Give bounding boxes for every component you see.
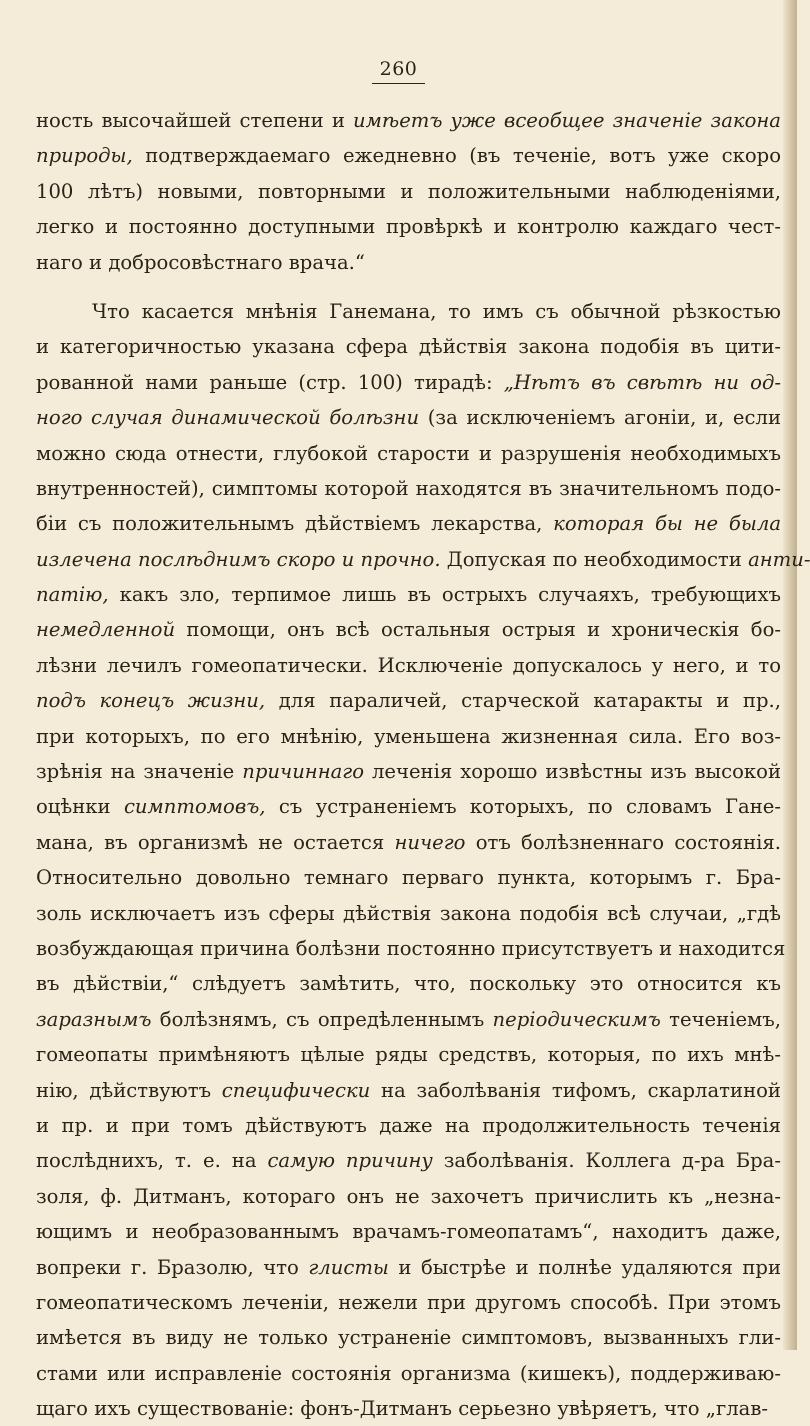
- text-line: [36, 400, 781, 435]
- text-run: заразнымъ: [36, 1007, 152, 1031]
- text-run: и быстрѣе и полнѣе удаляются при: [388, 1255, 781, 1279]
- text-run: вопреки г. Бразолю, что: [36, 1255, 309, 1279]
- text-line: [36, 436, 781, 471]
- text-run: немедленной: [36, 618, 176, 642]
- text-run: самую причину: [267, 1149, 433, 1173]
- text-line: [36, 1108, 781, 1143]
- text-run: „Нѣтъ въ свѣтѣ ни од-: [503, 370, 782, 394]
- text-run: щаго ихъ существованie: фонъ-Дитманъ серьезно увѣряетъ, что „глав-: [36, 1397, 768, 1421]
- text-run: природы,: [36, 144, 133, 168]
- text-run: на заболѣванiя тифомъ, скарлатиной: [370, 1078, 781, 1102]
- text-line: [36, 209, 781, 244]
- text-line: [36, 174, 781, 209]
- text-line: [36, 1214, 781, 1249]
- text-line: [36, 542, 810, 577]
- text-run: при которыхъ, по его мнѣнiю, уменьшена жизненная сила. Его воз-: [36, 724, 781, 748]
- text-run: и категоричностью указана сфера дѣйствiя закона подобiя въ цити-: [36, 335, 781, 359]
- text-run: (за исключенiемъ агонiи, и, если: [419, 406, 782, 430]
- text-run: патiю,: [36, 583, 109, 607]
- text-run: которая бы не была: [553, 512, 781, 536]
- text-run: ного случая динамической болѣзни: [36, 406, 420, 430]
- text-run: симптомовъ,: [123, 795, 266, 819]
- text-run: послѣднихъ, т. е. на: [36, 1149, 268, 1173]
- text-run: перiодическимъ: [492, 1007, 661, 1031]
- text-run: теченiемъ,: [660, 1007, 781, 1031]
- text-run: излечена послѣднимъ скоро и прочно.: [36, 547, 441, 571]
- text-run: какъ зло, терпимое лишь въ острыхъ случаяхъ, требующихъ: [108, 583, 781, 607]
- text-line: [36, 648, 781, 683]
- text-line: [36, 1285, 781, 1320]
- text-line: [36, 966, 781, 1001]
- text-line: [36, 683, 781, 718]
- text-run: имѣетъ уже всеобщее значенie закона: [353, 109, 781, 132]
- text-line: [36, 1391, 781, 1426]
- text-run: и пр. и при томъ дѣйствуютъ даже на продолжительность теченiя: [36, 1113, 781, 1137]
- text-run: зрѣнiя на значенie: [36, 760, 243, 784]
- text-run: болѣзнямъ, съ опредѣленнымъ: [151, 1007, 493, 1031]
- text-run: лѣзни лечилъ гомеопатически. Исключенie допускалось у него, и то: [36, 653, 781, 677]
- text-run: анти-: [748, 547, 810, 571]
- text-line: [36, 1037, 781, 1072]
- page-number: 260: [0, 58, 797, 80]
- text-line: [36, 506, 781, 541]
- text-run: нiю, дѣйствуютъ: [36, 1078, 222, 1102]
- text-line: [36, 1320, 781, 1355]
- text-line: [36, 138, 781, 173]
- text-run: рованной нами раньше (стр. 100) тирадѣ:: [36, 370, 504, 394]
- text-run: заболѣванiя. Коллега д-ра Бра-: [432, 1149, 781, 1173]
- text-line: [36, 1073, 781, 1108]
- text-line: [36, 789, 781, 824]
- text-line: [36, 860, 781, 895]
- text-run: легко и постоянно доступными провѣркѣ и контролю каждаго чест-: [36, 215, 781, 239]
- text-run: имѣется въ виду не только устраненie симптомовъ, вызванныхъ гли-: [36, 1326, 781, 1350]
- text-run: гомеопатическомъ леченiи, нежели при другомъ способѣ. При этомъ: [36, 1290, 781, 1314]
- text-line: [36, 931, 786, 966]
- text-run: бiи съ положительнымъ дѣйствiемъ лекарства,: [36, 512, 554, 536]
- page-edge: [783, 0, 797, 1350]
- text-line: [36, 719, 781, 754]
- text-line: [36, 294, 781, 329]
- text-run: глисты: [308, 1255, 389, 1279]
- text-run: оцѣнки: [36, 795, 124, 819]
- text-line: [36, 1179, 781, 1214]
- text-run: съ устраненiемъ которыхъ, по словамъ Гане-: [265, 795, 781, 819]
- text-line: [36, 103, 781, 138]
- text-run: специфически: [221, 1078, 371, 1102]
- text-line: [36, 825, 781, 860]
- text-run: можно сюда отнести, глубокой старости и разрушенiя необходимыхъ: [36, 441, 781, 465]
- text-run: отъ болѣзненнаго состоянiя.: [465, 830, 781, 854]
- text-run: въ дѣйствiи,“ слѣдуетъ замѣтить, что, поскольку это относится къ: [36, 972, 781, 996]
- text-line: [36, 365, 781, 400]
- page-text: [36, 103, 810, 1426]
- text-line: [36, 577, 781, 612]
- text-run: наго и добросовѣстнаго врача.“: [36, 250, 365, 274]
- text-line: [36, 754, 781, 789]
- text-run: Относительно довольно темнаго перваго пункта, которымъ г. Бра-: [36, 866, 781, 890]
- text-line: [36, 1143, 781, 1178]
- text-line: [36, 612, 781, 647]
- text-run: леченiя хорошо извѣстны изъ высокой: [364, 760, 781, 784]
- paragraph-gap: [36, 280, 781, 294]
- text-run: ность высочайшей степени и: [36, 109, 354, 132]
- text-run: причиннаго: [242, 760, 365, 784]
- text-run: Допуская по необходимости: [440, 547, 749, 571]
- text-run: Что касается мнѣнiя Ганемана, то имъ съ обычной рѣзкостью: [92, 299, 781, 323]
- text-line: [36, 1002, 781, 1037]
- text-run: 100 лѣтъ) новыми, повторными и положительными наблюденiями,: [36, 179, 781, 203]
- text-run: ничего: [394, 830, 466, 854]
- text-run: гомеопаты примѣняютъ цѣлые ряды средствъ, которыя, по ихъ мнѣ-: [36, 1043, 781, 1067]
- text-run: подъ конецъ жизни,: [36, 689, 266, 713]
- text-run: золь исключаетъ изъ сферы дѣйствiя закона подобiя всѣ случаи, „гдѣ: [36, 901, 781, 925]
- text-run: стами или исправленie состоянiя организма (кишекъ), поддерживаю-: [36, 1361, 781, 1385]
- text-line: [36, 245, 781, 280]
- text-run: для параличей, старческой катаракты и пр.,: [265, 689, 781, 713]
- text-run: подтверждаемаго ежедневно (въ теченie, вотъ уже скоро: [132, 144, 781, 168]
- text-run: внутренностей), симптомы которой находятся въ значительномъ подо-: [36, 476, 781, 500]
- text-run: мана, въ организмѣ не остается: [36, 830, 395, 854]
- text-run: помощи, онъ всѣ остальныя острыя и хроническiя бо-: [175, 618, 781, 642]
- text-line: [36, 1250, 781, 1285]
- text-line: [36, 1356, 781, 1391]
- text-run: возбуждающая причина болѣзни постоянно присутствуетъ и находится: [36, 936, 786, 960]
- text-line: [36, 471, 781, 506]
- text-line: [36, 329, 781, 364]
- text-line: [36, 896, 781, 931]
- text-run: ющимъ и необразованнымъ врачамъ-гомеопатамъ“, находитъ даже,: [36, 1220, 781, 1244]
- text-run: золя, ф. Дитманъ, котораго онъ не захочетъ причислить къ „незна-: [36, 1184, 781, 1208]
